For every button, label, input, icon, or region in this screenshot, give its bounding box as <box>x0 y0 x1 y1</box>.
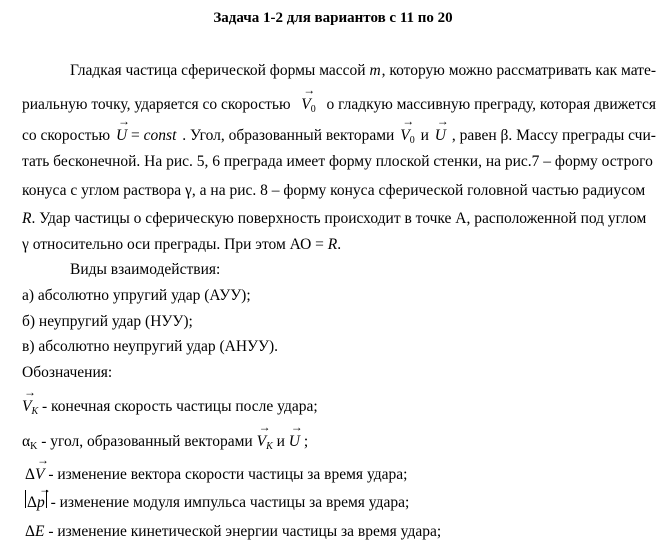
text-segment: риальную точку, ударяется со скоростью <box>22 96 291 113</box>
mass-symbol: m <box>369 62 381 79</box>
symbol-letter: U <box>288 433 300 450</box>
vector-arrow-icon: → <box>24 385 36 399</box>
symbol-subscript: 0 <box>409 135 415 146</box>
symbol-letter: V <box>256 433 267 450</box>
symbol-subscript: 0 <box>310 104 316 115</box>
delta-symbol: Δ <box>25 523 35 540</box>
text-segment: , которую можно рассматривать как мате- <box>381 62 656 79</box>
velocity-u-symbol <box>115 114 130 146</box>
notation-delta-v <box>25 453 408 485</box>
paragraph-line-1 <box>70 61 656 81</box>
equals-sign: = <box>127 127 144 144</box>
symbol-subscript: K <box>266 441 273 452</box>
const-text: const <box>143 127 177 144</box>
paragraph-line-7 <box>22 235 341 255</box>
modulus-bars <box>25 482 51 511</box>
symbol-letter: V <box>34 466 45 483</box>
symbol-letter: U <box>115 127 128 144</box>
vector-arrow-icon: → <box>402 114 415 128</box>
text-segment: . <box>337 236 342 253</box>
paragraph-line-4: тать бесконечной. На рис. 5, 6 преграда имеет форму плоской стенки, на рис.7 – форму острого <box>22 153 653 170</box>
paragraph-line-6 <box>22 209 656 229</box>
velocity-u-symbol <box>288 420 303 452</box>
notation-description: - изменение вектора скорости частицы за время удара; <box>44 466 408 483</box>
paragraph-line-5: конуса с углом раствора γ, а на рис. 8 – форму конуса сферической головной частью радиусом <box>22 182 646 199</box>
text-segment: γ относительно оси преграды. При этом АО = <box>22 236 328 253</box>
task-title: Задача 1-2 для вариантов с 11 по 20 <box>213 10 453 26</box>
vector-arrow-icon: → <box>36 453 49 467</box>
vector-arrow-icon: → <box>303 83 316 97</box>
velocity-v0-symbol <box>301 83 316 120</box>
notation-description: - конечная скорость частицы после удара; <box>38 398 318 415</box>
velocity-vk-symbol <box>256 420 273 457</box>
momentum-p-symbol <box>36 482 51 512</box>
symbol-subscript: K <box>31 406 39 417</box>
delta-symbol: Δ <box>25 466 35 483</box>
symbol-letter: p <box>36 494 45 511</box>
symbol-letter: V <box>400 127 410 144</box>
velocity-vk-symbol <box>22 385 39 422</box>
interaction-item: а) абсолютно упругий удар (АУУ); <box>22 287 251 304</box>
interaction-item: б) неупругий удар (НУУ); <box>22 313 193 330</box>
notation-description: - изменение модуля импульса частицы за время удара; <box>46 494 410 511</box>
text-segment: , равен β. Массу преграды счи- <box>451 127 656 144</box>
velocity-v0-symbol <box>400 114 415 151</box>
notation-heading: Обозначения: <box>22 364 113 381</box>
text-segment: ; <box>300 433 309 450</box>
symbol-subscript: K <box>30 441 38 452</box>
formula-u-const <box>115 114 177 146</box>
vector-arrow-icon: → <box>290 420 303 434</box>
interaction-heading: Виды взаимодействия: <box>70 261 221 278</box>
velocity-u-symbol <box>434 114 449 146</box>
conjunction: и <box>420 127 429 144</box>
energy-symbol: E <box>34 523 45 540</box>
notation-description: - угол, образованный векторами <box>37 433 257 450</box>
vector-arrow-icon: → <box>436 114 449 128</box>
symbol-letter: V <box>301 96 311 113</box>
delta-symbol: Δ <box>27 494 37 511</box>
text-segment <box>70 61 381 81</box>
vector-arrow-icon: → <box>38 482 51 496</box>
text-segment: . Угол, образованный векторами <box>182 127 395 144</box>
text-segment: . Удар частицы о сферическую поверхность происходит в точке А, расположенной под углом <box>31 210 647 227</box>
vector-arrow-icon: → <box>258 420 271 434</box>
radius-symbol: R <box>22 210 32 227</box>
paragraph-line-3 <box>22 114 656 151</box>
notation-alpha <box>22 420 309 457</box>
symbol-letter: V <box>22 398 32 415</box>
text-segment: со скоростью <box>22 127 111 144</box>
notation-vk <box>22 385 318 422</box>
symbol-letter: U <box>434 127 446 144</box>
alpha-symbol: α <box>22 433 31 450</box>
vector-arrow-icon: → <box>117 114 130 128</box>
radius-symbol: R <box>327 236 338 253</box>
text-segment: Гладкая частица сферической формы массой <box>70 62 370 79</box>
notation-description: - изменение кинетической энергии частицы за время удара; <box>44 523 442 540</box>
interaction-item: в) абсолютно неупругий удар (АНУУ). <box>22 338 278 355</box>
notation-delta-p <box>25 482 410 513</box>
notation-delta-e <box>25 522 441 542</box>
text-segment: о гладкую массивную преграду, которая движется <box>326 96 656 113</box>
conjunction: и <box>272 433 289 450</box>
